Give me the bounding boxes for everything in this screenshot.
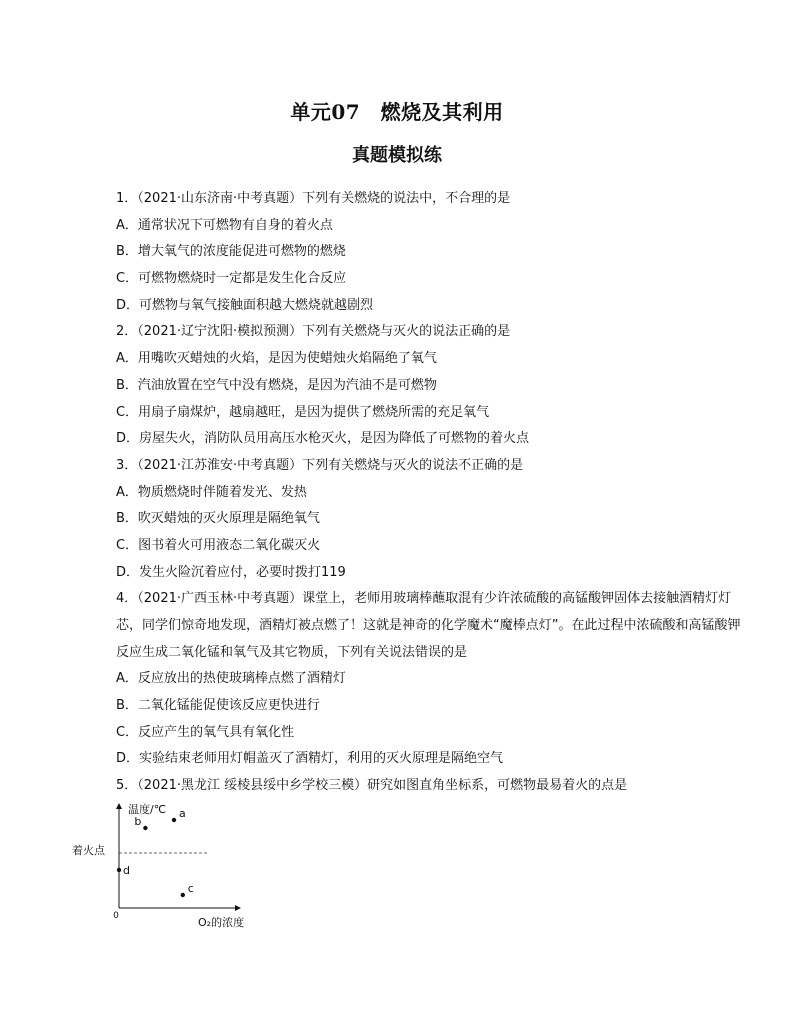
question-4 <box>116 586 756 773</box>
question-1 <box>116 186 756 319</box>
coordinate-figure <box>70 796 270 936</box>
threshold-label: 着火点 <box>72 844 105 857</box>
option-c: C．反应产生的氧气具有氧化性 <box>116 724 295 740</box>
point-label-b: b <box>134 815 142 828</box>
option-d: D．房屋失火，消防队员用高压水枪灭火，是因为降低了可燃物的着火点 <box>116 431 530 447</box>
question-stem-line-2: 芯，同学们惊奇地发现，酒精灯被点燃了！这就是神奇的化学魔术“魔棒点灯”。在此过程中浓硫酸和高锰酸钾 <box>116 618 741 633</box>
question-stem-line-3: 反应生成二氧化锰和氧气及其它物质，下列有关说法错误的是 <box>116 644 468 660</box>
option-b: B．汽油放置在空气中没有燃烧，是因为汽油不是可燃物 <box>116 377 437 393</box>
option-b: B．吹灭蜡烛的灭火原理是隔绝氧气 <box>116 511 320 527</box>
option-a: A．反应放出的热使玻璃棒点燃了酒精灯 <box>116 671 346 687</box>
point-d <box>117 868 121 872</box>
question-stem: 2．（2021·辽宁沈阳·模拟预测）下列有关燃烧与灭火的说法正确的是 <box>116 324 511 340</box>
question-stem: 3．（2021·江苏淮安·中考真题）下列有关燃烧与灭火的说法不正确的是 <box>116 457 524 473</box>
option-b: B．二氧化锰能促使该反应更快进行 <box>116 698 320 714</box>
coordinate-svg <box>70 796 270 936</box>
point-label-d: d <box>123 864 130 877</box>
point-label-a: a <box>179 807 186 820</box>
origin-label: 0 <box>113 911 119 921</box>
question-stem: 1．（2021·山东济南·中考真题）下列有关燃烧的说法中，不合理的是 <box>116 191 511 206</box>
option-d: D．实验结束老师用灯帽盖灭了酒精灯，利用的灭火原理是隔绝空气 <box>116 751 504 767</box>
x-axis-label: O₂的浓度 <box>198 916 245 929</box>
point-a <box>172 818 176 822</box>
point-label-c: c <box>187 882 194 895</box>
option-d: D．可燃物与氧气接触面积越大燃烧就越剧烈 <box>116 297 374 313</box>
option-c: C．可燃物燃烧时一定都是发生化合反应 <box>116 271 347 287</box>
question-3 <box>116 453 756 586</box>
y-axis-label: 温度/℃ <box>128 803 167 816</box>
option-d: D．发生火险沉着应付，必要时拨打119 <box>116 564 346 580</box>
page-title: 单元07 燃烧及其利用 <box>290 100 504 124</box>
point-c <box>181 893 185 897</box>
option-c: C．用扇子扇煤炉，越扇越旺，是因为提供了燃烧所需的充足氧气 <box>116 404 490 420</box>
point-b <box>143 826 147 830</box>
page-subtitle: 真题模拟练 <box>352 145 442 166</box>
data-points <box>117 807 194 897</box>
question-stem: 5．（2021·黑龙江 绥棱县绥中乡学校三模）研究如图直角坐标系，可燃物最易着火的点是 <box>116 778 628 794</box>
option-c: C．图书着火可用液态二氧化碳灭火 <box>116 537 321 553</box>
option-b: B．增大氧气的浓度能促进可燃物的燃烧 <box>116 244 346 260</box>
question-list <box>116 186 756 800</box>
question-stem-line-1: 4．（2021·广西玉林·中考真题）课堂上，老师用玻璃棒蘸取混有少许浓硫酸的高锰酸钾固体去接触酒精灯灯 <box>116 591 732 607</box>
option-a: A．物质燃烧时伴随着发光、发热 <box>116 484 307 500</box>
option-a: A．用嘴吹灭蜡烛的火焰，是因为使蜡烛火焰隔绝了氧气 <box>116 351 437 367</box>
question-2 <box>116 319 756 452</box>
option-a: A．通常状况下可燃物有自身的着火点 <box>116 217 333 233</box>
